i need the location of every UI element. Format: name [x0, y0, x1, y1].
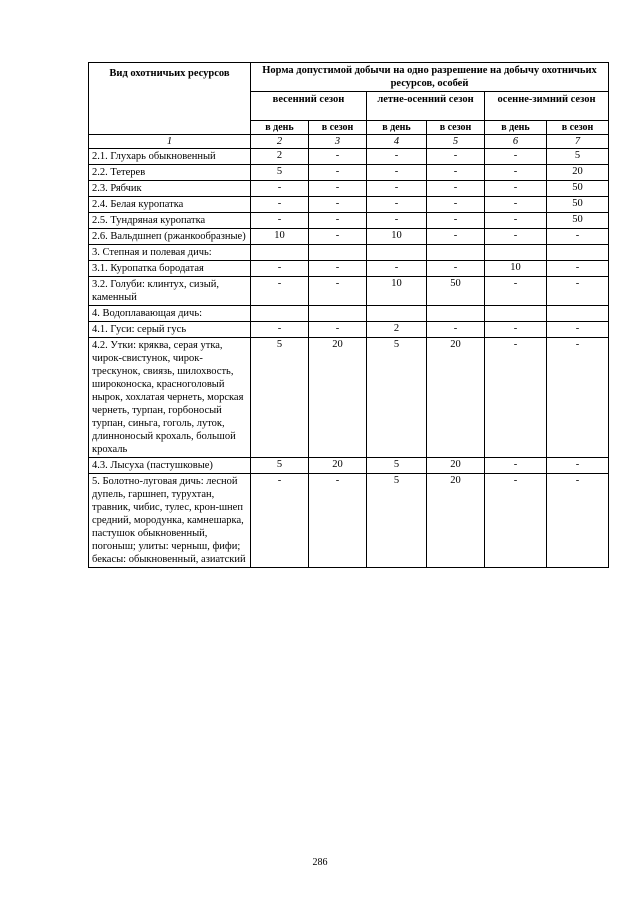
species-name: 2.3. Рябчик [89, 181, 251, 197]
quota-value: - [547, 474, 609, 568]
quota-value [427, 306, 485, 322]
species-name: 4.1. Гуси: серый гусь [89, 322, 251, 338]
quota-value: 5 [251, 338, 309, 458]
quota-value: - [367, 197, 427, 213]
species-name: 2.2. Тетерев [89, 165, 251, 181]
quota-value: - [251, 197, 309, 213]
table-row [89, 306, 609, 322]
quota-value: 2 [367, 322, 427, 338]
quota-value: - [427, 229, 485, 245]
quota-value: - [309, 165, 367, 181]
quota-value [547, 245, 609, 261]
table-row [89, 338, 609, 458]
species-name: 4. Водоплавающая дичь: [89, 306, 251, 322]
quota-value: - [427, 165, 485, 181]
quota-value: 20 [547, 165, 609, 181]
quota-value: 50 [547, 181, 609, 197]
quota-value: - [485, 165, 547, 181]
quota-value: 50 [547, 213, 609, 229]
quota-value: - [367, 181, 427, 197]
quota-value [367, 306, 427, 322]
quota-value: - [309, 181, 367, 197]
table-row [89, 229, 609, 245]
species-name: 2.6. Вальдшнеп (ржанкообразные) [89, 229, 251, 245]
quota-value: 5 [367, 458, 427, 474]
page-number: 286 [312, 857, 328, 868]
column-number: 3 [309, 135, 367, 149]
quota-value [485, 306, 547, 322]
quota-value: - [547, 261, 609, 277]
quota-value: - [547, 322, 609, 338]
quota-value: - [485, 474, 547, 568]
header-species: Вид охотничьих ресурсов [89, 63, 251, 135]
quota-value: 5 [251, 165, 309, 181]
quota-value: 5 [547, 149, 609, 165]
quota-value: - [485, 181, 547, 197]
species-name: 2.5. Тундряная куропатка [89, 213, 251, 229]
table-body [89, 149, 609, 568]
quota-value [251, 245, 309, 261]
quota-value: - [485, 322, 547, 338]
quota-value: 20 [427, 458, 485, 474]
quota-value [485, 245, 547, 261]
quota-value [427, 245, 485, 261]
quota-value [367, 245, 427, 261]
quota-value: - [251, 213, 309, 229]
quota-value: - [367, 213, 427, 229]
table-row [89, 181, 609, 197]
quota-value: - [309, 213, 367, 229]
species-name: 3. Степная и полевая дичь: [89, 245, 251, 261]
quota-value: - [485, 229, 547, 245]
quota-value: 5 [367, 474, 427, 568]
quota-value: - [367, 261, 427, 277]
header-norm: Норма допустимой добычи на одно разрешение на добычу охотничьих ресурсов, особей [251, 63, 609, 92]
table-row [89, 322, 609, 338]
species-name: 5. Болотно-луговая дичь: лесной дупель, гаршнеп, турухтан, травник, чибис, тулес, крон-шнеп средний, мородунка, камнешарка, пастушок обыкновенный, погоныш; улиты: черныш, фифи; бекасы: обыкновенный, азиатский [89, 474, 251, 568]
species-name: 4.2. Утки: кряква, серая утка, чирок-свистунок, чирок-трескунок, свиязь, шилохвость, широконоска, красноголовый нырок, хохлатая чернеть, морская чернеть, турпан, горбоносый турпан, синьга, гоголь, луток, длинноносый крохаль, большой крохаль [89, 338, 251, 458]
table-row [89, 474, 609, 568]
quota-value: - [427, 181, 485, 197]
column-number: 7 [547, 135, 609, 149]
quota-value: - [427, 213, 485, 229]
quota-value: 10 [367, 277, 427, 306]
species-name: 3.1. Куропатка бородатая [89, 261, 251, 277]
quota-value: - [547, 338, 609, 458]
header-per-season: в сезон [309, 121, 367, 135]
table-row [89, 165, 609, 181]
quota-value: - [427, 149, 485, 165]
quota-value: 2 [251, 149, 309, 165]
header-season-autumn-winter: осенне-зимний сезон [485, 92, 609, 121]
header-per-day: в день [485, 121, 547, 135]
quota-value: - [547, 277, 609, 306]
quota-value: 10 [485, 261, 547, 277]
table-row [89, 458, 609, 474]
quota-value: - [427, 197, 485, 213]
quota-value: - [485, 458, 547, 474]
quota-value: - [367, 165, 427, 181]
table-row [89, 277, 609, 306]
table-row [89, 261, 609, 277]
quota-value: - [251, 474, 309, 568]
quota-value: 5 [251, 458, 309, 474]
quota-value: 50 [547, 197, 609, 213]
header-season-spring: весенний сезон [251, 92, 367, 121]
hunting-quota-table [88, 62, 609, 568]
species-name: 2.4. Белая куропатка [89, 197, 251, 213]
quota-value: 20 [309, 338, 367, 458]
quota-value: - [427, 261, 485, 277]
quota-value: - [309, 229, 367, 245]
quota-value: - [485, 213, 547, 229]
species-name: 2.1. Глухарь обыкновенный [89, 149, 251, 165]
quota-value: - [309, 322, 367, 338]
quota-value: - [309, 277, 367, 306]
species-name: 3.2. Голуби: клинтух, сизый, каменный [89, 277, 251, 306]
quota-value: - [309, 474, 367, 568]
quota-value: - [427, 322, 485, 338]
quota-value: - [367, 149, 427, 165]
column-number: 5 [427, 135, 485, 149]
quota-value: 50 [427, 277, 485, 306]
quota-value: 5 [367, 338, 427, 458]
header-season-summer-autumn: летне-осенний сезон [367, 92, 485, 121]
quota-value: - [309, 197, 367, 213]
quota-value [547, 306, 609, 322]
column-number: 2 [251, 135, 309, 149]
header-per-day: в день [367, 121, 427, 135]
header-per-day: в день [251, 121, 309, 135]
quota-value: - [485, 197, 547, 213]
column-number: 4 [367, 135, 427, 149]
quota-value: - [485, 338, 547, 458]
quota-value: - [309, 261, 367, 277]
column-number: 1 [89, 135, 251, 149]
table-row [89, 213, 609, 229]
column-number: 6 [485, 135, 547, 149]
quota-value: - [485, 149, 547, 165]
header-per-season: в сезон [427, 121, 485, 135]
quota-value: - [251, 181, 309, 197]
quota-value [309, 306, 367, 322]
quota-value: 10 [367, 229, 427, 245]
table-row [89, 149, 609, 165]
quota-value: - [251, 261, 309, 277]
quota-value: 10 [251, 229, 309, 245]
quota-value [309, 245, 367, 261]
quota-value: - [309, 149, 367, 165]
quota-value: 20 [427, 338, 485, 458]
quota-value [251, 306, 309, 322]
table-row [89, 197, 609, 213]
quota-value: - [251, 322, 309, 338]
table-row [89, 245, 609, 261]
quota-value: 20 [427, 474, 485, 568]
quota-value: - [485, 277, 547, 306]
quota-value: - [547, 458, 609, 474]
quota-value: - [547, 229, 609, 245]
header-per-season: в сезон [547, 121, 609, 135]
quota-value: 20 [309, 458, 367, 474]
species-name: 4.3. Лысуха (пастушковые) [89, 458, 251, 474]
quota-value: - [251, 277, 309, 306]
